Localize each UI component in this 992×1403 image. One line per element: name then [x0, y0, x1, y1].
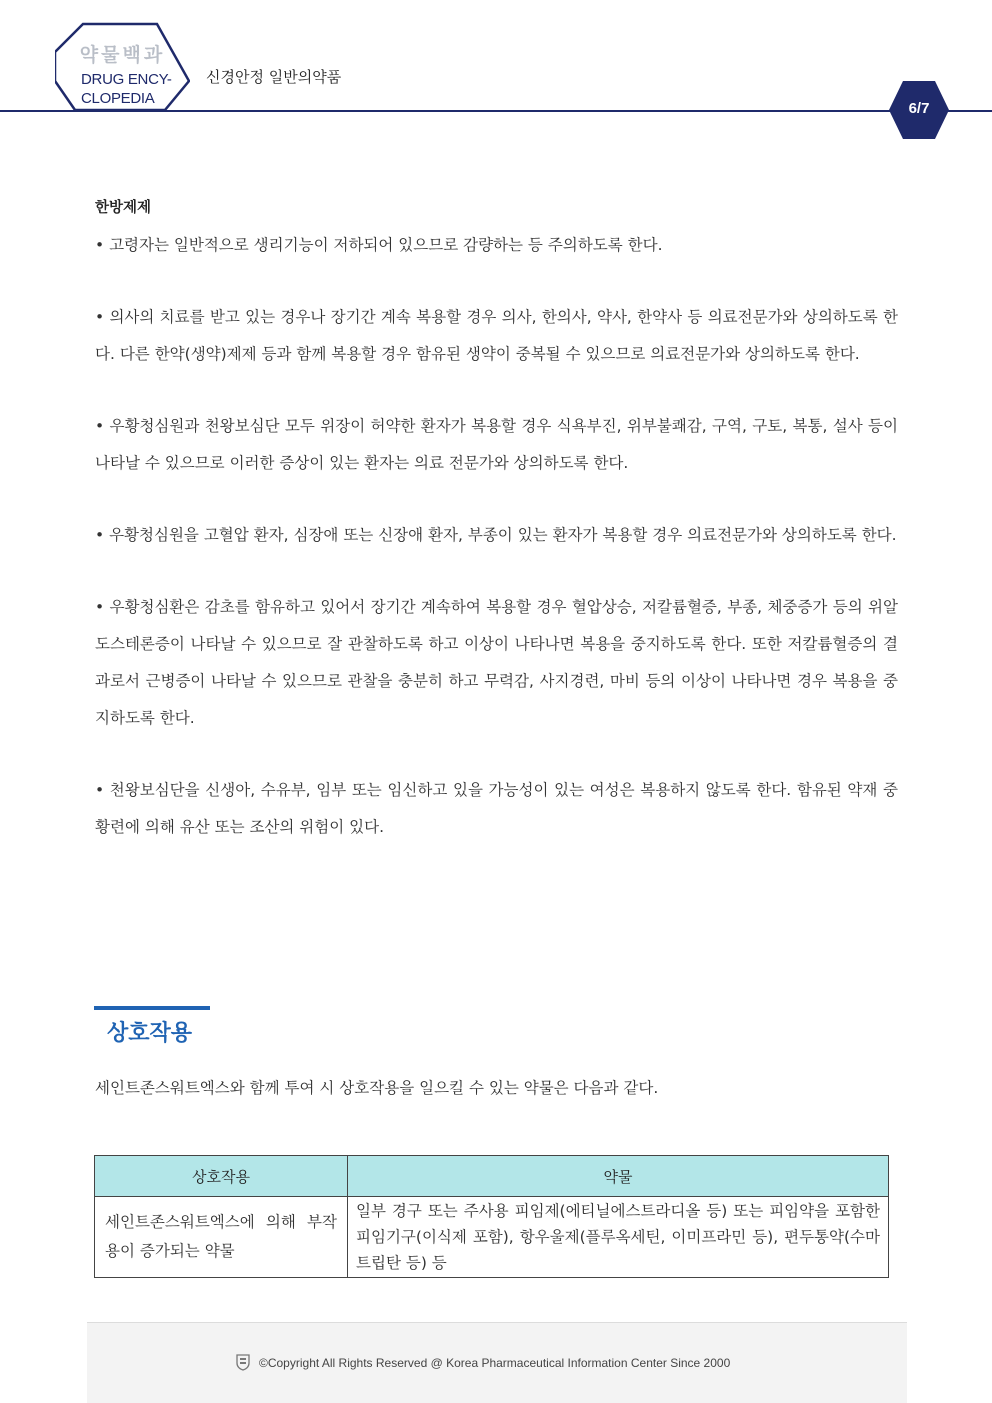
precaution-item: • 천왕보심단을 신생아, 수유부, 임부 또는 임신하고 있을 가능성이 있는 여성은 복용하지 않도록 한다. 함유된 약재 중 황련에 의해 유산 또는 조산의 위험이 있다.: [95, 781, 898, 836]
section-accent-bar: [94, 1006, 210, 1010]
precaution-item: • 고령자는 일반적으로 생리기능이 저하되어 있으므로 감량하는 등 주의하도록 한다.: [95, 236, 663, 254]
logo: [55, 22, 190, 112]
logo-english-line1: DRUG ENCY-: [81, 71, 172, 88]
logo-english-line2: CLOPEDIA: [81, 90, 155, 107]
kpic-emblem-icon: [235, 1354, 251, 1371]
precaution-item: • 의사의 치료를 받고 있는 경우나 장기간 계속 복용할 경우 의사, 한의사, 약사, 한약사 등 의료전문가와 상의하도록 한다. 다른 한약(생약)제제 등과 함께 복용할 경우 함유된 생약이 중복될 수 있으므로 의료전문가와 상의하도록 한다.: [95, 308, 898, 363]
section-intro: 세인트존스워트엑스와 함께 투여 시 상호작용을 일으킬 수 있는 약물은 다음과 같다.: [95, 1079, 659, 1097]
logo-english: [81, 70, 172, 108]
page-number: 6/7: [908, 100, 930, 117]
table-cell: 세인트존스워트엑스에 의해 부작용이 증가되는 약물: [95, 1197, 348, 1278]
footer: [87, 1322, 907, 1403]
table-header-cell: 약물: [348, 1156, 889, 1197]
logo-korean: 약물백과: [79, 44, 166, 66]
copyright-text: ©Copyright All Rights Reserved @ Korea Pharmaceutical Information Center Since 2000: [259, 1355, 731, 1370]
interaction-table: [94, 1155, 889, 1278]
precautions-section: [95, 196, 898, 846]
document-title: 신경안정 일반의약품: [206, 68, 342, 86]
table-header-cell: 상호작용: [95, 1156, 348, 1197]
table-cell: 일부 경구 또는 주사용 피임제(에티닐에스트라디올 등) 또는 피임약을 포함한 피임기구(이식제 포함), 항우울제(플루옥세틴, 이미프라민 등), 편두통약(수마트립탄 등) 등: [348, 1197, 889, 1278]
table-row: [95, 1197, 889, 1278]
precaution-item: • 우황청심원을 고혈압 환자, 심장애 또는 신장애 환자, 부종이 있는 환자가 복용할 경우 의료전문가와 상의하도록 한다.: [95, 526, 897, 544]
subheading: 한방제제: [95, 200, 152, 216]
precaution-item: • 우황청심원과 천왕보심단 모두 위장이 허약한 환자가 복용할 경우 식욕부진, 위부불쾌감, 구역, 구토, 복통, 설사 등이 나타날 수 있으므로 이러한 증상이 있는 환자는 의료 전문가와 상의하도록 한다.: [95, 417, 898, 472]
precaution-item: • 우황청심환은 감초를 함유하고 있어서 장기간 계속하여 복용할 경우 혈압상승, 저칼륨혈증, 부종, 체중증가 등의 위알도스테론증이 나타날 수 있으므로 잘 관찰하도록 하고 이상이 나타나면 복용을 중지하도록 한다. 또한 저칼륨혈증의 결과로서 근병증이 나타날 수 있으므로 관찰을 충분히 하고 무력감, 사지경련, 마비 등의 이상이 나타나면 경우 복용을 중지하도록 한다.: [95, 598, 898, 727]
section-title: 상호작용: [107, 1021, 193, 1046]
page-number-badge: [888, 80, 950, 140]
table-header-row: [95, 1156, 889, 1197]
